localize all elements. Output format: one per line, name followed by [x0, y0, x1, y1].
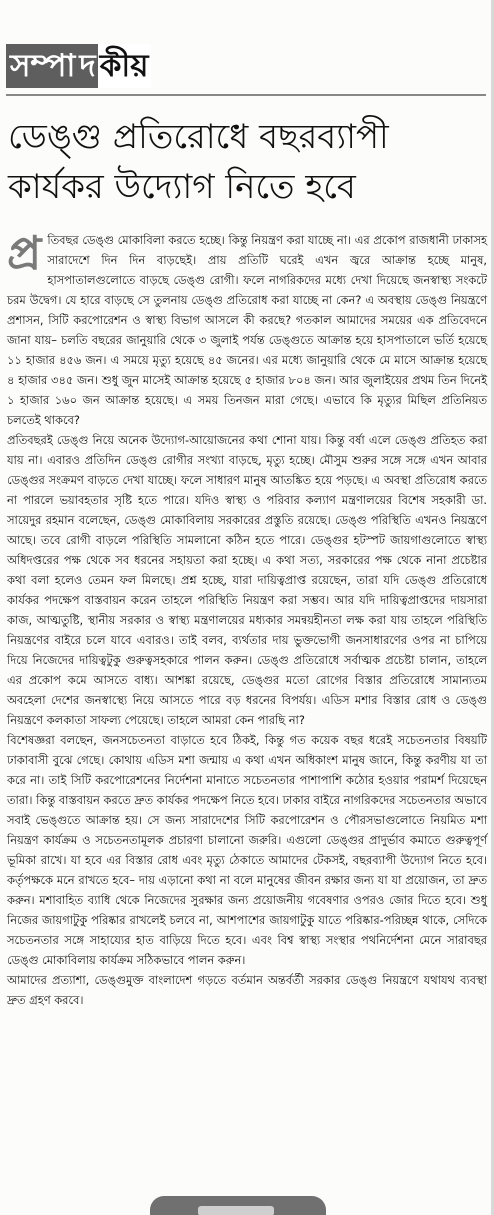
bottom-tab-handle[interactable] — [150, 1196, 326, 1215]
paragraph-2: প্রতিবছরই ডেঙ্গু নিয়ে অনেক উদ্যোগ-আয়োজনের কথা শোনা যায়। কিন্তু বর্ষা এলে ডেঙ্গু প্রতিহত করা যায় না। এবারও প্রতিদিন ডেঙ্গু রোগীর সংখ্যা বাড়ছে, মৃত্যু হচ্ছে। মৌসুম শুরুর সঙ্গে সঙ্গে এখন আবার ডেঙ্গুর সংক্রমণ বাড়তে দেখা যাচ্ছে। ফলে সাধারণ মানুষ আতঙ্কিত হয়ে পড়ছে। এ অবস্থা প্রতিরোধ করতে না পারলে ভয়াবহতার সৃষ্টি হতে পারে। যদিও স্বাস্থ্য ও পরিবার কল্যাণ মন্ত্রণালয়ের বিশেষ সহকারী ডা. সায়েদুর রহমান বলেছেন, ডেঙ্গু মোকাবিলায় সরকারের প্রস্তুতি রয়েছে। ডেঙ্গু পরিস্থিতি এখনও নিয়ন্ত্রণে আছে। তবে রোগী বাড়লে পরিস্থিতি সামলানো কঠিন হতে পারে। ডেঙ্গুর হটস্পট জায়গাগুলোতে স্বাস্থ্য অধিদপ্তরের পক্ষ থেকে সব ধরনের সহায়তা করা হচ্ছে। এ কথা সত্য, সরকারের পক্ষ থেকে নানা প্রচেষ্টার কথা বলা হলেও তেমন ফল মিলছে। প্রশ্ন হচ্ছে, যারা দায়িত্বপ্রাপ্ত রয়েছেন, তারা যদি ডেঙ্গু প্রতিরোধে কার্যকর পদক্ষেপ বাস্তবায়ন করেন তাহলে পরিস্থিতি নিয়ন্ত্রণ করা সম্ভব। আর যদি দায়িত্বপ্রাপ্তদের দায়সারা কাজ, আত্মতুষ্টি, স্থানীয় সরকার ও স্বাস্থ্য মন্ত্রণালয়ের মধ্যকার সমন্বয়হীনতা লক্ষ করা যায় তাহলে পরিস্থিতি নিয়ন্ত্রণের বাইরে চলে যাবে এবারও। তাই বলব, ব্যর্থতার দায় ভুক্তভোগী জনসাধারণের ওপর না চাপিয়ে দিয়ে নিজেদের দায়িত্বটুকু গুরুত্বসহকারে পালন করুন। ডেঙ্গু প্রতিরোধে সর্বাত্মক প্রচেষ্টা চালান, তাহলে এর প্রকোপ কমে আসতে বাধ্য। আশঙ্কা রয়েছে, ডেঙ্গুর মতো রোগের বিস্তার প্রতিরোধে সামান্যতম অবহেলা দেশের জনস্বাস্থ্যে নিয়ে আসতে পারে বড় ধরনের বিপর্যয়। এডিস মশার বিস্তার রোধ ও ডেঙ্গু নিয়ন্ত্রণে কলকাতা সাফল্য পেয়েছে। তাহলে আমরা কেন পারছি না? — [7, 433, 487, 727]
masthead-part-2: দ — [77, 44, 97, 88]
masthead-divider — [6, 94, 486, 96]
drop-cap: প্র — [7, 226, 42, 280]
editorial-headline — [8, 112, 486, 212]
editorial-body — [7, 226, 487, 1010]
headline-line-2: কার্যকর উদ্যোগ নিতে হবে — [8, 167, 356, 207]
bottom-tab-label-block — [198, 1206, 274, 1215]
headline-line-1: ডেঙ্গু প্রতিরোধে বছরব্যাপী — [8, 117, 389, 157]
paragraph-4: আমাদের প্রত্যাশা, ডেঙ্গুমুক্ত বাংলাদেশ গড়তে বর্তমান অন্তর্বর্তী সরকার ডেঙ্গু নিয়ন্ত্রণে যথাযথ ব্যবস্থা দ্রুত গ্রহণ করবে। — [7, 973, 487, 1007]
paragraph-3: বিশেষজ্ঞরা বলছেন, জনসচেতনতা বাড়াতে হবে ঠিকই, কিন্তু গত কয়েক বছর ধরেই সচেতনতার বিষয়টি ঢাকাবাসী বুঝে গেছে। কোথায় এডিস মশা জন্মায় এ কথা এখন অধিকাংশ মানুষ জানে, কিন্তু করণীয় যা তা করে না। তাই সিটি করপোরেশনের নির্দেশনা মানাতে সচেতনতার পাশাপাশি কঠোর হওয়ার পরামর্শ দিয়েছেন তারা। কিন্তু বাস্তবায়ন করতে দ্রুত কার্যকর পদক্ষেপ নিতে হবে। ঢাকার বাইরে নাগরিকদের সচেতনতার অভাবে সবাই ভেঙ্গুতে আক্রান্ত হয়। সে জন্য সারাদেশের সিটি করপোরেশন ও পৌরসভাগুলোতে নিয়মিত মশা নিয়ন্ত্রণ কার্যক্রম ও সচেতনতামূলক প্রচারণা চালানো জরুরি। এগুলো ডেঙ্গুর প্রাদুর্ভাব কমাতে গুরুত্বপূর্ণ ভূমিকা রাখে। যা হবে এর বিস্তার রোধ এবং মৃত্যু ঠেকাতে আমাদের টেকসই, বছরব্যাপী উদ্যোগ নিতে হবে। কর্তৃপক্ষকে মনে রাখতে হবে– দায় এড়ানো কথা না বলে মানুষের জীবন রক্ষার জন্য যা যা প্রয়োজন, তা দ্রুত করুন। মশাবাহিত ব্যাধি থেকে নিজেদের সুরক্ষার জন্য প্রয়োজনীয় গবেষণার ওপরও জোর দিতে হবে। শুধু নিজের জায়গাটুকু পরিষ্কার রাখলেই চলবে না, আশপাশের জায়গাটুকু যাতে পরিষ্কার-পরিচ্ছন্ন থাকে, সেদিকে সচেতনতার সঙ্গে সাহায্যের হাত বাড়িয়ে দিতে হবে। এবং বিশ্ব স্বাস্থ্য সংস্থার পথনির্দেশনা মেনে সারাবছর ডেঙ্গু মোকাবিলায় কার্যক্রম সঠিকভাবে পালন করুন। — [7, 733, 487, 967]
paragraph-1 — [7, 226, 487, 430]
section-masthead — [6, 44, 151, 88]
paragraph-1-text: তিবছর ডেঙ্গু মোকাবিলা করতে হচ্ছে। কিন্তু নিয়ন্ত্রণ করা যাচ্ছে না। এর প্রকোপ রাজধানী ঢাকাসহ সারাদেশে দিন দিন বাড়ছেই। প্রায় প্রতিটি ঘরেই এখন জ্বরে আক্রান্ত হচ্ছে মানুষ, হাসপাতালগুলোতে বাড়ছে ডেঙ্গু রোগী। ফলে নাগরিকদের মধ্যে দেখা দিয়েছে জনস্বাস্থ্য সংকটে চরম উদ্বেগ। যে হারে বাড়ছে সে তুলনায় ডেঙ্গু প্রতিরোধ করা যাচ্ছে না কেন? এ অবস্থায় ডেঙ্গু নিয়ন্ত্রণে প্রশাসন, সিটি করপোরেশন ও স্বাস্থ্য বিভাগ আসলে কী করছে? গতকাল আমাদের সময়ের এক প্রতিবেদনে জানা যায়– চলতি বছরের জানুয়ারি থেকে ৩ জুলাই পর্যন্ত ডেঙ্গুতে আক্রান্ত হয়ে হাসপাতালে ভর্তি হয়েছে ১১ হাজার ৪৫৬ জন। এ সময়ে মৃত্যু হয়েছে ৪৫ জনের। এর মধ্যে জানুয়ারি থেকে মে মাসে আক্রান্ত হয়েছে ৪ হাজার ৩৪৫ জন। শুধু জুন মাসেই আক্রান্ত হয়েছে ৫ হাজার ৮০৪ জন। আর জুলাইয়ের প্রথম তিন দিনেই ১ হাজার ১৬০ জন আক্রান্ত হয়েছে। এ সময় তিনজন মারা গেছে। এভাবে কি মৃত্যুর মিছিল প্রতিনিয়ত চলতেই থাকবে? — [7, 233, 487, 427]
masthead-part-3: কীয় — [98, 44, 151, 88]
masthead-part-1: সম্পা — [6, 44, 77, 88]
